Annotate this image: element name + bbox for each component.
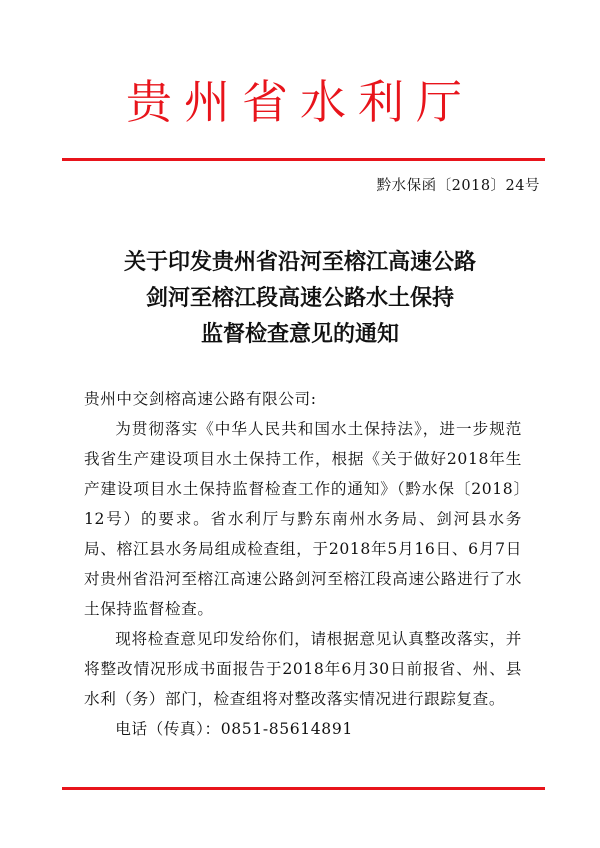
document-title-line: 剑河至榕江段高速公路水土保持 — [145, 285, 454, 311]
body-paragraph: 为贯彻落实《中华人民共和国水土保持法》，进一步规范我省生产建设项目水土保持工作，根据《关于做好2018年生产建设项目水土保持监督检查工作的通知》（黔水保〔2018〕12号）的要求。省水利厅与黔东南州水务局、剑河县水务局、榕江县水务局组成检查组，于2018年5月16日、6月7日对贵州省沿河至榕江高速公路剑河至榕江段高速公路进行了水土保持监督检查。 — [84, 420, 522, 618]
document-title-line: 关于印发贵州省沿河至榕江高速公路 — [123, 249, 476, 275]
contact-line: 电话（传真）：0851-85614891 — [115, 720, 353, 738]
footer-red-rule — [62, 787, 545, 790]
body-paragraph: 现将检查意见印发给你们，请根据意见认真整改落实，并将整改情况形成书面报告于2018年6月30日前报省、州、县水利（务）部门，检查组将对整改落实情况进行跟踪复查。 — [84, 630, 522, 708]
agency-title: 贵州省水利厅 — [126, 75, 474, 129]
document-title-line: 监督检查意见的通知 — [200, 321, 399, 347]
header-red-rule — [62, 158, 545, 161]
document-title — [0, 244, 600, 352]
document-number: 黔水保函〔2018〕24号 — [376, 178, 540, 194]
document-body — [84, 384, 522, 744]
recipient-line: 贵州中交剑榕高速公路有限公司: — [84, 390, 317, 408]
